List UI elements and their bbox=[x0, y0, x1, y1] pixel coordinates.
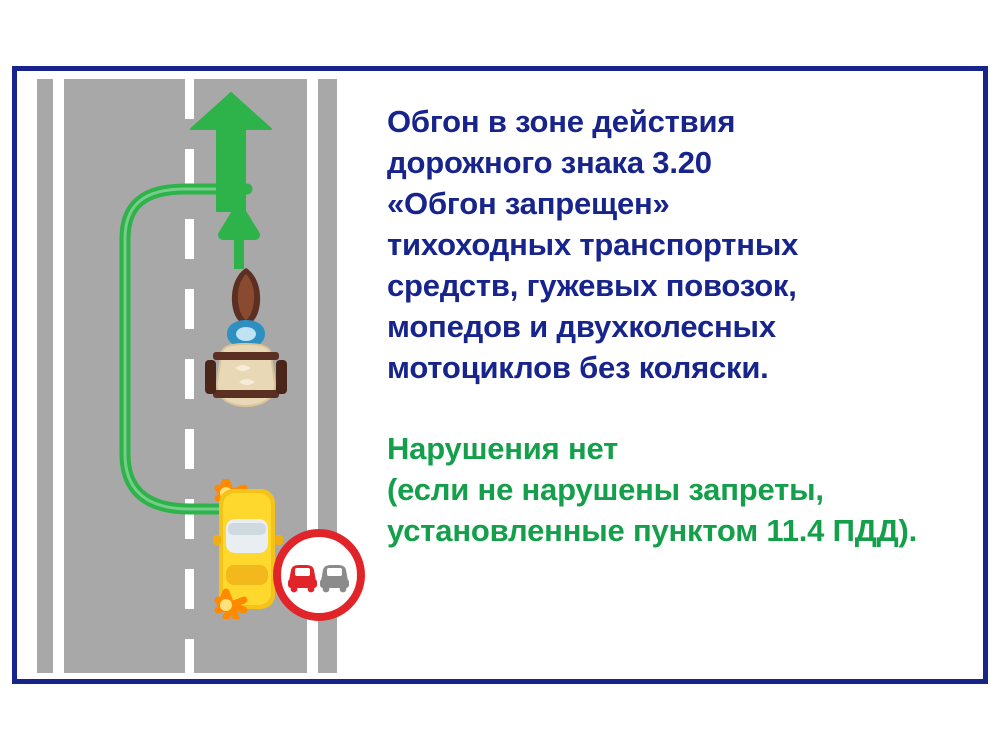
road-illustration bbox=[25, 79, 373, 673]
main-line: мотоциклов без коляски. bbox=[387, 350, 769, 385]
main-line: мопедов и двухколесных bbox=[387, 309, 776, 344]
verdict-line: (если не нарушены запреты, bbox=[387, 472, 824, 507]
verdict-line: Нарушения нет bbox=[387, 431, 619, 466]
main-line: средств, гужевых повозок, bbox=[387, 268, 797, 303]
main-paragraph bbox=[387, 101, 975, 388]
road-sign-3-20 bbox=[273, 529, 365, 621]
yellow-car-icon bbox=[211, 479, 285, 619]
text-panel bbox=[387, 101, 975, 551]
info-card bbox=[12, 66, 988, 684]
card-inner bbox=[17, 71, 983, 679]
main-line: Обгон в зоне действия bbox=[387, 104, 736, 139]
horse-drawn-cart-icon bbox=[203, 264, 289, 439]
verdict-line: установленные пунктом 11.4 ПДД). bbox=[387, 513, 918, 548]
verdict-paragraph bbox=[387, 428, 975, 551]
no-overtaking-icon bbox=[281, 537, 357, 613]
main-line: тихоходных транспортных bbox=[387, 227, 799, 262]
main-line: дорожного знака 3.20 bbox=[387, 145, 712, 180]
main-line: «Обгон запрещен» bbox=[387, 186, 670, 221]
